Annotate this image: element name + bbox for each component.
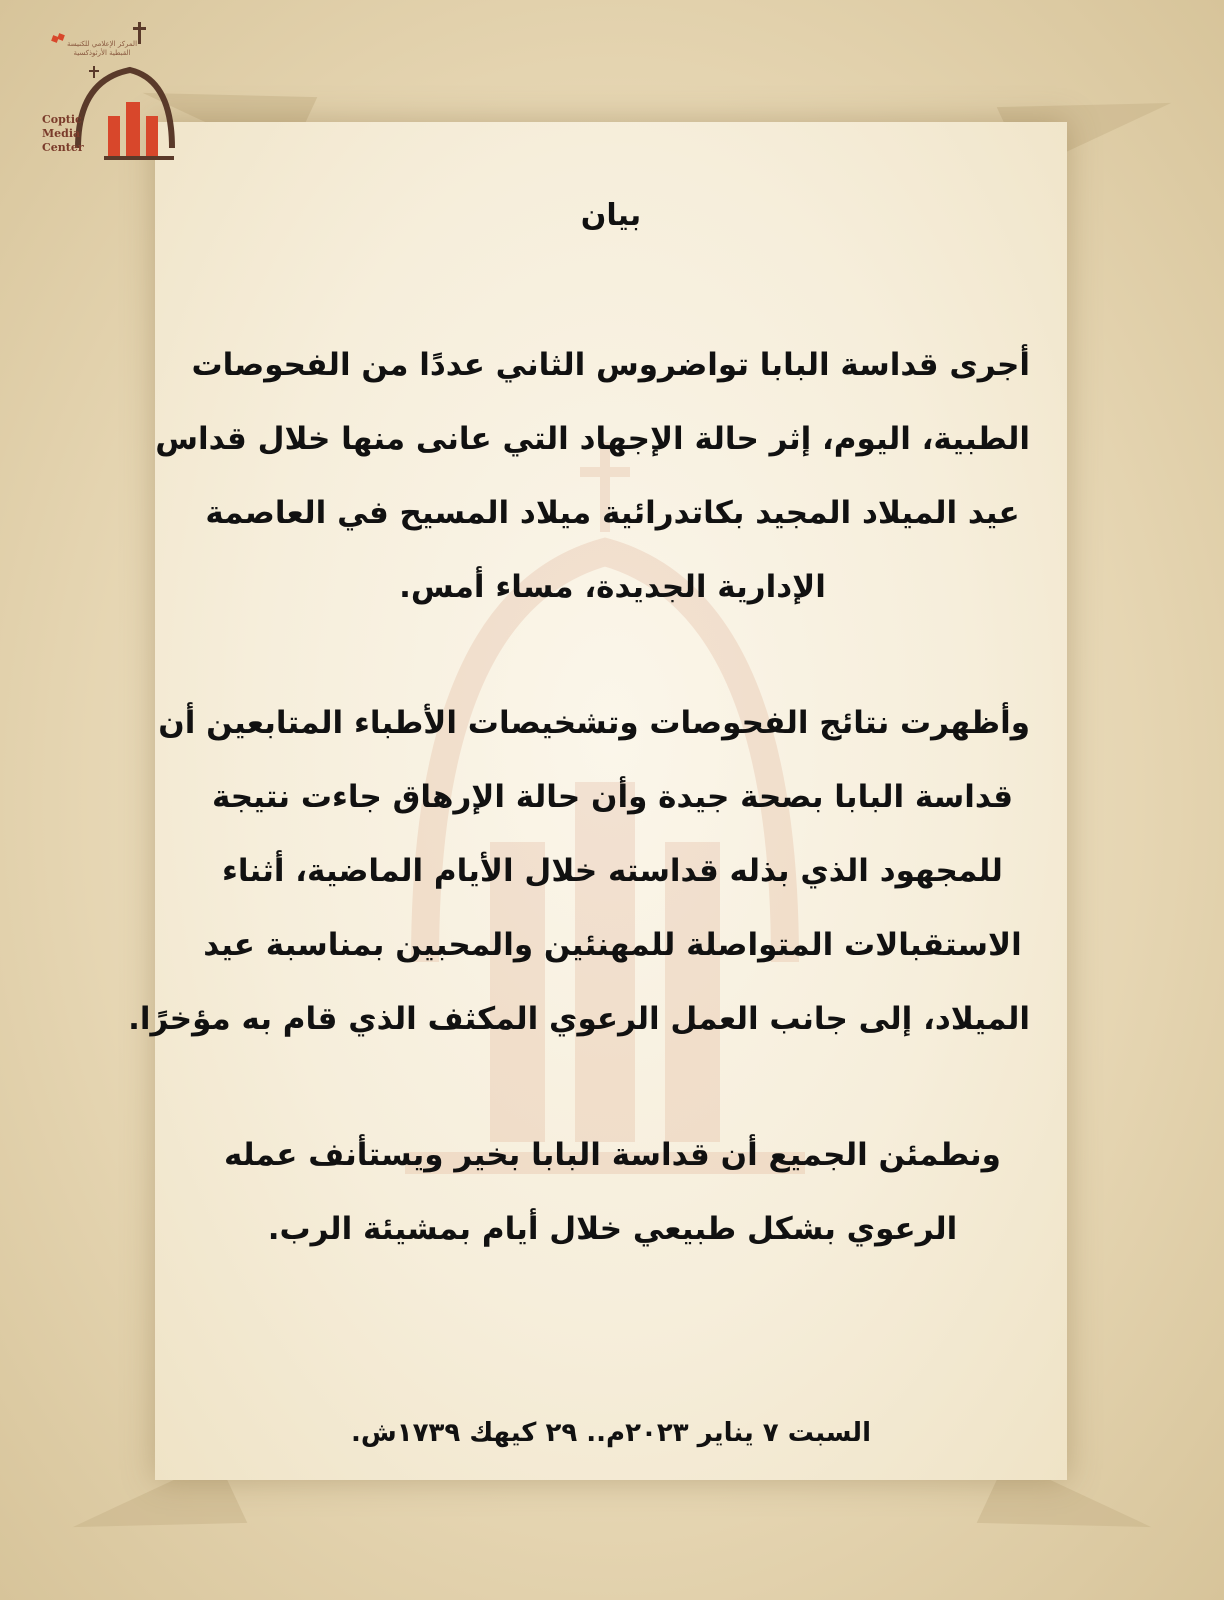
paragraph-line: الميلاد، إلى جانب العمل الرعوي المكثف الذي قام به مؤخرًا. (128, 1001, 1030, 1037)
paragraph-results (128, 686, 1030, 1056)
paragraph-line: للمجهود الذي بذله قداسته خلال الأيام الماضية، أثناء (222, 853, 1003, 889)
logo-word-coptic: Coptic (42, 113, 82, 126)
paragraph-line: قداسة البابا بصحة جيدة وأن حالة الإرهاق جاءت نتيجة (211, 779, 1014, 815)
paragraph-line: الرعوي بشكل طبيعي خلال أيام بمشيئة الرب. (267, 1211, 958, 1247)
paragraph-examinations (155, 328, 1030, 624)
coptic-media-center-logo (38, 18, 178, 173)
logo-english-name (42, 113, 84, 155)
paragraph-line: الطبية، اليوم، إثر حالة الإجهاد التي عانى منها خلال قداس (155, 421, 1030, 457)
paragraph-reassurance (195, 1118, 1030, 1266)
logo-word-media: Media (42, 127, 81, 140)
paragraph-line: أجرى قداسة البابا تواضروس الثاني عددًا من الفحوصات (191, 347, 1030, 383)
paragraph-line: وأظهرت نتائج الفحوصات وتشخيصات الأطباء المتابعين أن (158, 705, 1030, 741)
statement-date: السبت ٧ يناير ٢٠٢٣م.. ٢٩ كيهك ١٧٣٩ش. (351, 1418, 871, 1448)
paragraph-line: الإدارية الجديدة، مساء أمس. (399, 569, 826, 605)
statement-title: بيان (580, 198, 642, 233)
logo-arabic-name: المركز الإعلامي للكنيسة القبطية الأرثوذكسية (66, 40, 138, 57)
paragraph-line: عيد الميلاد المجيد بكاتدرائية ميلاد المسيح في العاصمة (205, 495, 1020, 531)
paragraph-line: الاستقبالات المتواصلة للمهنئين والمحبين بمناسبة عيد (203, 927, 1022, 963)
paragraph-line: ونطمئن الجميع أن قداسة البابا بخير ويستأنف عمله (224, 1137, 1001, 1173)
logo-word-center: Center (42, 141, 84, 154)
